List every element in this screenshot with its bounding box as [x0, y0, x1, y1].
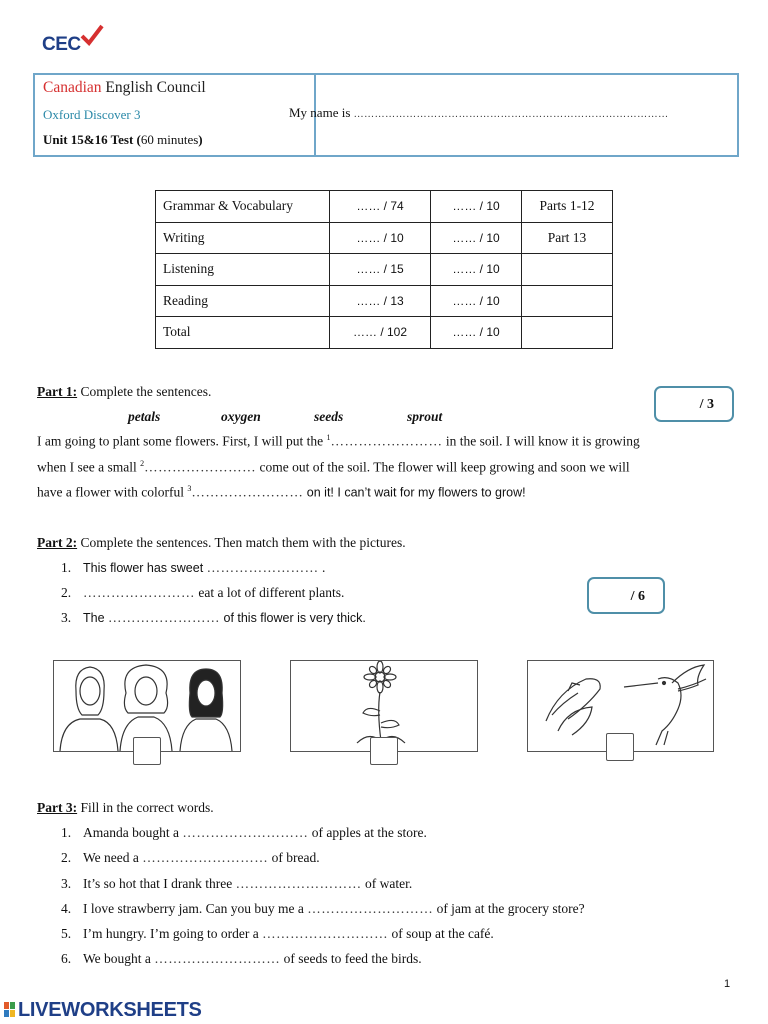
header-box: [33, 73, 739, 157]
part3-blank[interactable]: ………………………: [142, 850, 269, 865]
part3-text-before: Amanda bought a: [83, 825, 183, 840]
liveworksheets-icon: [4, 1002, 16, 1018]
part2-blank[interactable]: ……………………: [206, 560, 319, 575]
part1-score-box: / 3: [654, 386, 734, 422]
part2-item: 3. The …………………… of this flower is very thick.: [61, 610, 366, 625]
scaled-score: …… / 10: [431, 285, 522, 317]
part2-score-box: / 6: [587, 577, 665, 614]
part3-item: [61, 850, 320, 866]
part2-item: 2. …………………… eat a lot of different plants.: [61, 585, 345, 600]
part3-text-after: of apples at the store.: [308, 825, 427, 840]
part3-number: 6.: [61, 951, 72, 966]
score-label: Total: [156, 317, 330, 349]
part2-blank[interactable]: ……………………: [83, 585, 195, 600]
match-checkbox[interactable]: [370, 737, 398, 765]
part3-text-before: We need a: [83, 850, 143, 865]
logo-checkmark-icon: [80, 24, 104, 46]
part3-heading: Part 3: Fill in the correct words.: [37, 800, 214, 815]
part3-text-before: It’s so hot that I drank three: [83, 876, 236, 891]
score-row: [156, 191, 613, 223]
part3-text-after: of seeds to feed the birds.: [280, 951, 422, 966]
parts-range: Parts 1-12: [522, 191, 613, 223]
part3-blank[interactable]: ………………………: [182, 825, 309, 840]
word-bank-item: seeds: [314, 409, 344, 424]
part3-number: 4.: [61, 901, 72, 916]
part1-sentence-3: have a flower with colorful $^3$…………………… on it! I can’t wait for my flowers to grow!: [37, 484, 526, 500]
cec-logo: CEC: [42, 34, 81, 55]
blank-3[interactable]: ……………………: [191, 484, 304, 500]
part3-text-before: I’m hungry. I’m going to order a: [83, 926, 263, 941]
part3-text-after: of soup at the café.: [388, 926, 494, 941]
program-name: Oxford Discover 3: [43, 107, 141, 122]
score-label: Listening: [156, 254, 330, 286]
score-row: [156, 317, 613, 349]
parts-range: [522, 285, 613, 317]
score-label: Reading: [156, 285, 330, 317]
scaled-score: …… / 10: [431, 254, 522, 286]
score-row: [156, 254, 613, 286]
raw-score: …… / 15: [330, 254, 431, 286]
liveworksheets-logo: LIVEWORKSHEETS: [4, 999, 202, 1022]
word-bank-item: oxygen: [221, 409, 261, 424]
match-checkbox[interactable]: [133, 737, 161, 765]
part1-heading: Part 1: Complete the sentences.: [37, 384, 212, 399]
part2-heading: Part 2: Complete the sentences. Then match them with the pictures.: [37, 535, 406, 550]
part3-number: 3.: [61, 876, 72, 891]
scaled-score: …… / 10: [431, 222, 522, 254]
part3-blank[interactable]: ………………………: [262, 926, 389, 941]
blank-1[interactable]: ……………………: [330, 433, 443, 449]
score-table: [155, 190, 613, 349]
raw-score: …… / 102: [330, 317, 431, 349]
raw-score: …… / 10: [330, 222, 431, 254]
part1-sentence-1: I am going to plant some flowers. First, I will put the $^1$…………………… in the soil. I will know it is growing: [37, 433, 640, 449]
part3-item: [61, 825, 427, 841]
unit-title: Unit 15&16 Test (60 minutes): [43, 132, 203, 147]
part3-blank[interactable]: ………………………: [307, 901, 434, 916]
word-bank-item: sprout: [407, 409, 443, 424]
part3-blank[interactable]: ………………………: [235, 876, 362, 891]
part3-text-after: of water.: [361, 876, 413, 891]
part3-item: [61, 901, 585, 917]
score-label: Writing: [156, 222, 330, 254]
score-row: [156, 222, 613, 254]
part3-text-after: of jam at the grocery store?: [433, 901, 585, 916]
part3-text-before: I love strawberry jam. Can you buy me a: [83, 901, 308, 916]
page-number: 1: [724, 978, 731, 990]
part3-item: [61, 951, 422, 967]
score-label: Grammar & Vocabulary: [156, 191, 330, 223]
part3-blank[interactable]: ………………………: [154, 951, 281, 966]
parts-range: [522, 317, 613, 349]
part3-text-after: of bread.: [268, 850, 320, 865]
raw-score: …… / 74: [330, 191, 431, 223]
part3-item: [61, 876, 412, 892]
part3-number: 2.: [61, 850, 72, 865]
part3-text-before: We bought a: [83, 951, 155, 966]
part1-sentence-2: when I see a small $^2$…………………… come out of the soil. The flower will keep growing and soon we will: [37, 459, 630, 475]
parts-range: Part 13: [522, 222, 613, 254]
part3-number: 1.: [61, 825, 72, 840]
name-field[interactable]: My name is ………………………………………………………………………………: [289, 105, 669, 120]
school-name: Canadian English Council: [43, 79, 206, 96]
word-bank-item: petals: [128, 409, 161, 424]
part2-blank[interactable]: ……………………: [108, 610, 221, 625]
match-checkbox[interactable]: [606, 733, 634, 761]
raw-score: …… / 13: [330, 285, 431, 317]
part2-item: 1. This flower has sweet …………………… .: [61, 560, 326, 575]
scaled-score: …… / 10: [431, 191, 522, 223]
part3-number: 5.: [61, 926, 72, 941]
blank-2[interactable]: ……………………: [144, 459, 257, 475]
part3-item: [61, 926, 494, 942]
scaled-score: …… / 10: [431, 317, 522, 349]
score-row: [156, 285, 613, 317]
parts-range: [522, 254, 613, 286]
